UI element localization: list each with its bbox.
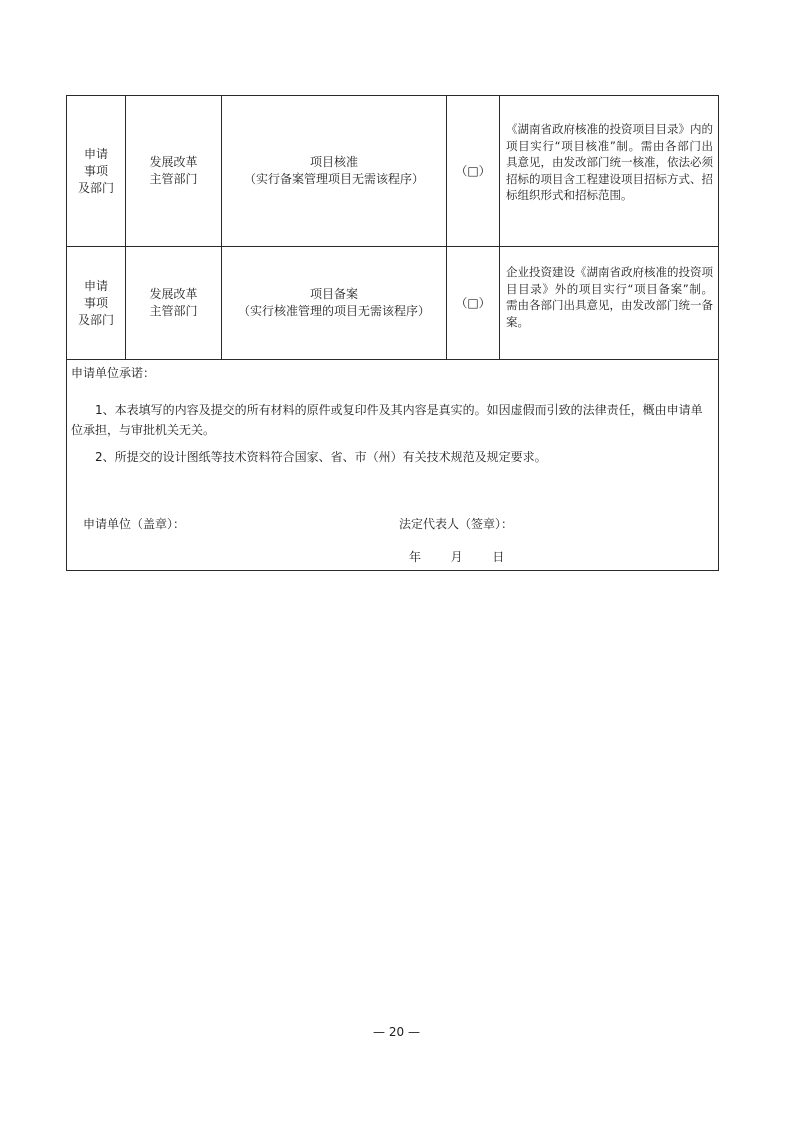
- item-note: （实行备案管理项目无需该程序）: [243, 172, 424, 186]
- department-line: 发展改革: [149, 287, 198, 301]
- description-cell: [500, 247, 719, 360]
- item-note: （实行核准管理的项目无需该程序）: [237, 304, 430, 318]
- description-text: 企业投资建设《湖南省政府核准的投资项目目录》外的项目实行“项目备案”制。需由各部门出具意见，由发改部门统一备案。: [506, 265, 713, 329]
- checkbox[interactable]: （□）: [455, 163, 491, 178]
- department-cell: [126, 96, 222, 247]
- row-type-line: 及部门: [77, 312, 114, 327]
- department-line: 发展改革: [149, 155, 198, 169]
- row-type-line: 事项: [83, 295, 108, 310]
- row-type-cell: [67, 247, 126, 360]
- checkbox-cell[interactable]: [447, 96, 500, 247]
- commitment-item-1: 1、本表填写的内容及提交的所有材料的原件或复印件及其内容是真实的。如因虚假而引致的法律责任，概由申请单位承担，与审批机关无关。: [71, 403, 703, 437]
- checkbox-cell[interactable]: [447, 247, 500, 360]
- item-title: 项目备案: [309, 287, 358, 301]
- commitment-row: [67, 360, 719, 571]
- commitment-heading: 申请单位承诺：: [71, 366, 156, 380]
- date-month-label: 月: [450, 550, 463, 564]
- row-type-line: 申请: [83, 278, 108, 293]
- row-type-line: 及部门: [77, 180, 114, 195]
- description-text: 《湖南省政府核准的投资项目目录》内的项目实行“项目核准”制。需由各部门出具意见，由发改部门统一核准，依法必须招标的项目含工程建设项目招标方式、招标组织形式和招标范围。: [506, 122, 713, 202]
- date-year-label: 年: [409, 550, 422, 564]
- table-row: [67, 96, 719, 247]
- checkbox[interactable]: （□）: [455, 295, 491, 310]
- department-line: 主管部门: [149, 304, 198, 318]
- commitment-cell: [67, 360, 719, 571]
- department-cell: [126, 247, 222, 360]
- table-row: [67, 247, 719, 360]
- item-cell: [222, 96, 447, 247]
- department-line: 主管部门: [149, 172, 198, 186]
- item-title: 项目核准: [309, 155, 358, 169]
- row-type-line: 事项: [83, 163, 108, 178]
- commitment-item-2: 2、所提交的设计图纸等技术资料符合国家、省、市（州）有关技术规范及规定要求。: [95, 450, 547, 464]
- page-number: — 20 —: [373, 1025, 420, 1039]
- application-form-table: [66, 95, 719, 571]
- item-cell: [222, 247, 447, 360]
- applicant-seal-label: 申请单位（盖章）：: [83, 517, 186, 531]
- date-day-label: 日: [492, 550, 505, 564]
- date-line: [409, 549, 504, 566]
- row-type-cell: [67, 96, 126, 247]
- legal-representative-signature-label: 法定代表人（签章）：: [399, 517, 514, 531]
- row-type-line: 申请: [83, 146, 108, 161]
- description-cell: [500, 96, 719, 247]
